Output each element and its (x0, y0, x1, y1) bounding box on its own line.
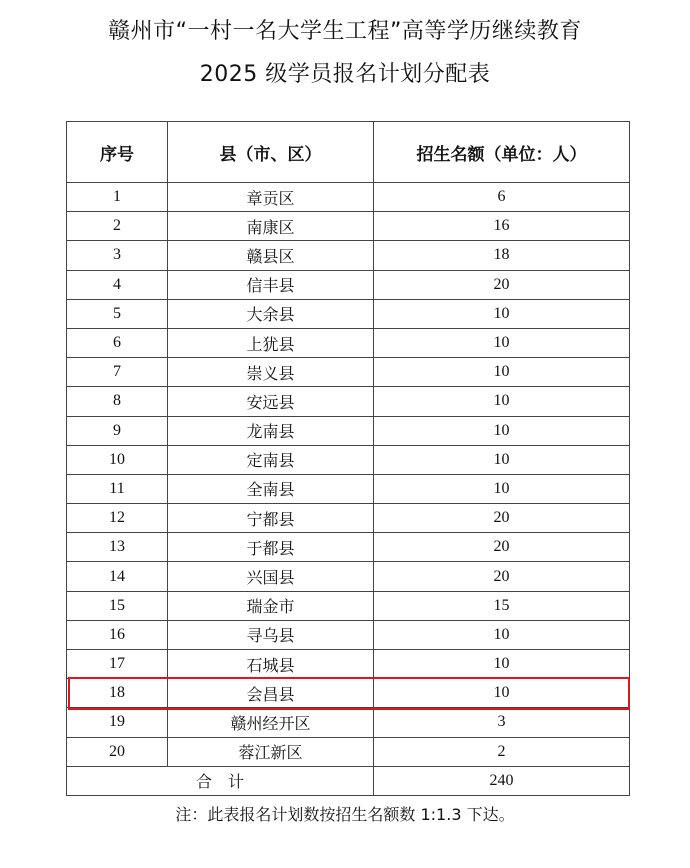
row-serial-number: 6 (67, 328, 168, 357)
total-label: 合 计 (67, 766, 374, 795)
table-row (67, 650, 630, 679)
table-total-row (67, 766, 630, 795)
row-county: 崇义县 (168, 358, 374, 387)
row-quota: 10 (374, 387, 630, 416)
row-quota: 10 (374, 416, 630, 445)
row-county: 信丰县 (168, 270, 374, 299)
row-quota: 10 (374, 620, 630, 649)
table-row (67, 358, 630, 387)
row-serial-number: 5 (67, 299, 168, 328)
row-serial-number: 2 (67, 212, 168, 241)
row-quota: 20 (374, 504, 630, 533)
row-quota: 6 (374, 183, 630, 212)
row-quota: 3 (374, 708, 630, 737)
table-row (67, 679, 630, 708)
row-quota: 10 (374, 474, 630, 503)
row-serial-number: 9 (67, 416, 168, 445)
row-county: 石城县 (168, 650, 374, 679)
row-serial-number: 20 (67, 737, 168, 766)
row-quota: 10 (374, 445, 630, 474)
row-serial-number: 19 (67, 708, 168, 737)
row-serial-number: 7 (67, 358, 168, 387)
table-row (67, 270, 630, 299)
table-row (67, 533, 630, 562)
header-county: 县（市、区） (168, 122, 374, 183)
row-serial-number: 8 (67, 387, 168, 416)
row-county: 章贡区 (168, 183, 374, 212)
table-row (67, 241, 630, 270)
row-quota: 20 (374, 533, 630, 562)
table-row (67, 416, 630, 445)
table-row (67, 591, 630, 620)
row-serial-number: 12 (67, 504, 168, 533)
row-county: 于都县 (168, 533, 374, 562)
row-county: 赣县区 (168, 241, 374, 270)
row-serial-number: 11 (67, 474, 168, 503)
table-row (67, 299, 630, 328)
row-serial-number: 1 (67, 183, 168, 212)
row-county: 安远县 (168, 387, 374, 416)
row-quota: 2 (374, 737, 630, 766)
row-serial-number: 10 (67, 445, 168, 474)
row-serial-number: 17 (67, 650, 168, 679)
total-value: 240 (374, 766, 630, 795)
row-county: 会昌县 (168, 679, 374, 708)
row-county: 定南县 (168, 445, 374, 474)
row-serial-number: 4 (67, 270, 168, 299)
header-quota: 招生名额（单位：人） (374, 122, 630, 183)
table-row (67, 474, 630, 503)
table-row (67, 620, 630, 649)
document-title-line-1: 赣州市“一村一名大学生工程”高等学历继续教育 (108, 19, 582, 44)
row-quota: 10 (374, 358, 630, 387)
table-row (67, 562, 630, 591)
row-county: 赣州经开区 (168, 708, 374, 737)
row-quota: 16 (374, 212, 630, 241)
row-county: 宁都县 (168, 504, 374, 533)
row-county: 全南县 (168, 474, 374, 503)
row-quota: 10 (374, 299, 630, 328)
row-serial-number: 3 (67, 241, 168, 270)
row-county: 龙南县 (168, 416, 374, 445)
row-serial-number: 18 (67, 679, 168, 708)
row-county: 上犹县 (168, 328, 374, 357)
row-county: 兴国县 (168, 562, 374, 591)
table-body (67, 183, 630, 767)
row-quota: 15 (374, 591, 630, 620)
row-quota: 10 (374, 679, 630, 708)
footnote: 注：此表报名计划数按招生名额数 1:1.3 下达。 (175, 805, 515, 824)
quota-table (66, 121, 630, 796)
row-quota: 20 (374, 562, 630, 591)
row-serial-number: 14 (67, 562, 168, 591)
row-county: 南康区 (168, 212, 374, 241)
table-header-row (67, 122, 630, 183)
row-county: 蓉江新区 (168, 737, 374, 766)
row-serial-number: 13 (67, 533, 168, 562)
table-row (67, 183, 630, 212)
row-quota: 10 (374, 328, 630, 357)
table-row (67, 504, 630, 533)
row-quota: 10 (374, 650, 630, 679)
table-row (67, 708, 630, 737)
row-serial-number: 15 (67, 591, 168, 620)
row-quota: 20 (374, 270, 630, 299)
table-row (67, 387, 630, 416)
table-row (67, 328, 630, 357)
row-quota: 18 (374, 241, 630, 270)
table-row (67, 445, 630, 474)
document-title-line-2: 2025 级学员报名计划分配表 (199, 62, 491, 87)
row-serial-number: 16 (67, 620, 168, 649)
row-county: 瑞金市 (168, 591, 374, 620)
table-row (67, 737, 630, 766)
table-row (67, 212, 630, 241)
row-county: 寻乌县 (168, 620, 374, 649)
row-county: 大余县 (168, 299, 374, 328)
header-serial-number: 序号 (67, 122, 168, 183)
